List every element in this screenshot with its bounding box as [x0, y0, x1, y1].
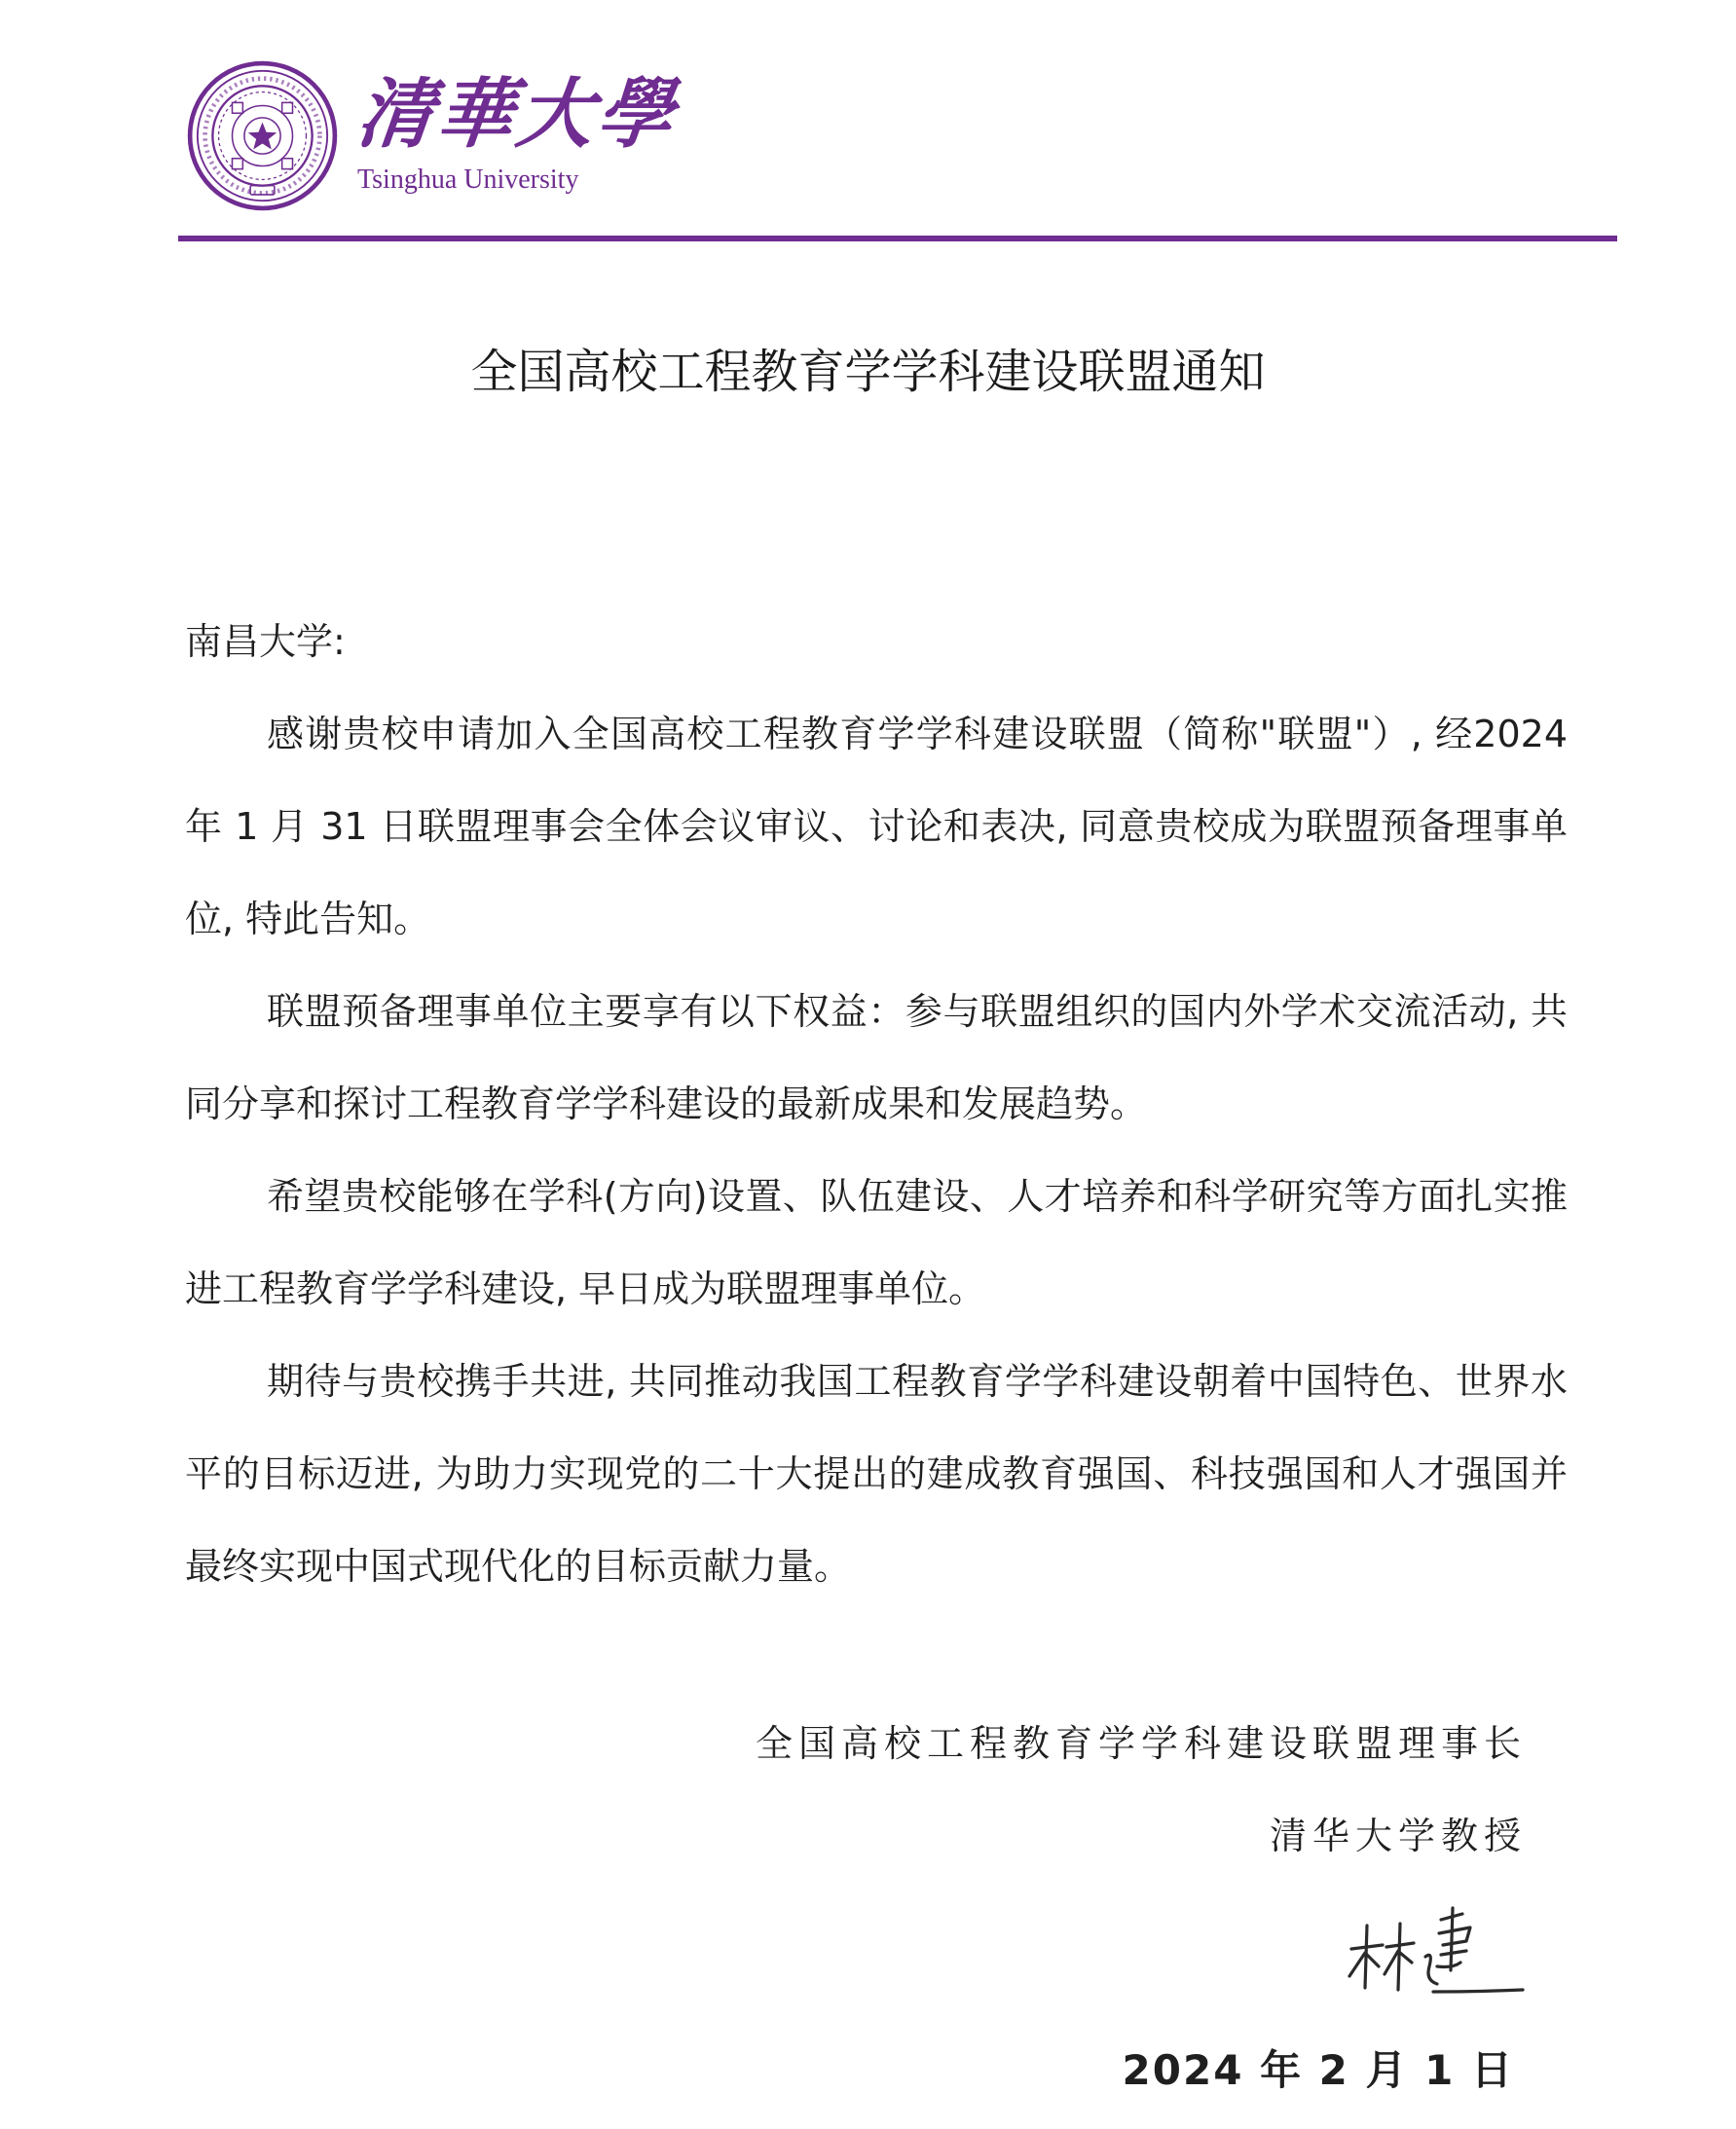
signatory-organization: 全国高校工程教育学学科建设联盟理事长 — [755, 1722, 1527, 1765]
paragraph-4: 期待与贵校携手共进, 共同推动我国工程教育学学科建设朝着中国特色、世界水平的目标迈进, 为助力实现党的二十大提出的建成教育强国、科技强国和人才强国并最终实现中国式现代化的目标贡献力量。 — [185, 1360, 1568, 1588]
university-name-en: Tsinghua University — [357, 165, 579, 195]
salutation: 南昌大学: — [185, 620, 346, 663]
letterhead-divider — [178, 236, 1617, 241]
letterhead — [0, 0, 1736, 263]
tsinghua-seal-icon — [187, 60, 338, 211]
brand — [352, 68, 682, 196]
document-title: 全国高校工程教育学学科建设联盟通知 — [470, 345, 1266, 399]
university-name-cn: 清華大學 — [352, 70, 682, 159]
signing-date: 2024 年 2 月 1 日 — [1122, 2046, 1514, 2094]
paragraph-3: 希望贵校能够在学科(方向)设置、队伍建设、人才培养和科学研究等方面扎实推进工程教育学学科建设, 早日成为联盟理事单位。 — [185, 1175, 1568, 1310]
letter-body — [185, 596, 1568, 1613]
signatory-title: 清华大学教授 — [1269, 1815, 1527, 1857]
paragraph-1: 感谢贵校申请加入全国高校工程教育学学科建设联盟（简称"联盟"）, 经2024 年 1 月 31 日联盟理事会全体会议审议、讨论和表决, 同意贵校成为联盟预备理事单位, 特此告知。 — [185, 713, 1568, 940]
paragraph-2: 联盟预备理事单位主要享有以下权益：参与联盟组织的国内外学术交流活动, 共同分享和探讨工程教育学学科建设的最新成果和发展趋势。 — [185, 990, 1568, 1125]
handwritten-signature — [1344, 1898, 1529, 2005]
